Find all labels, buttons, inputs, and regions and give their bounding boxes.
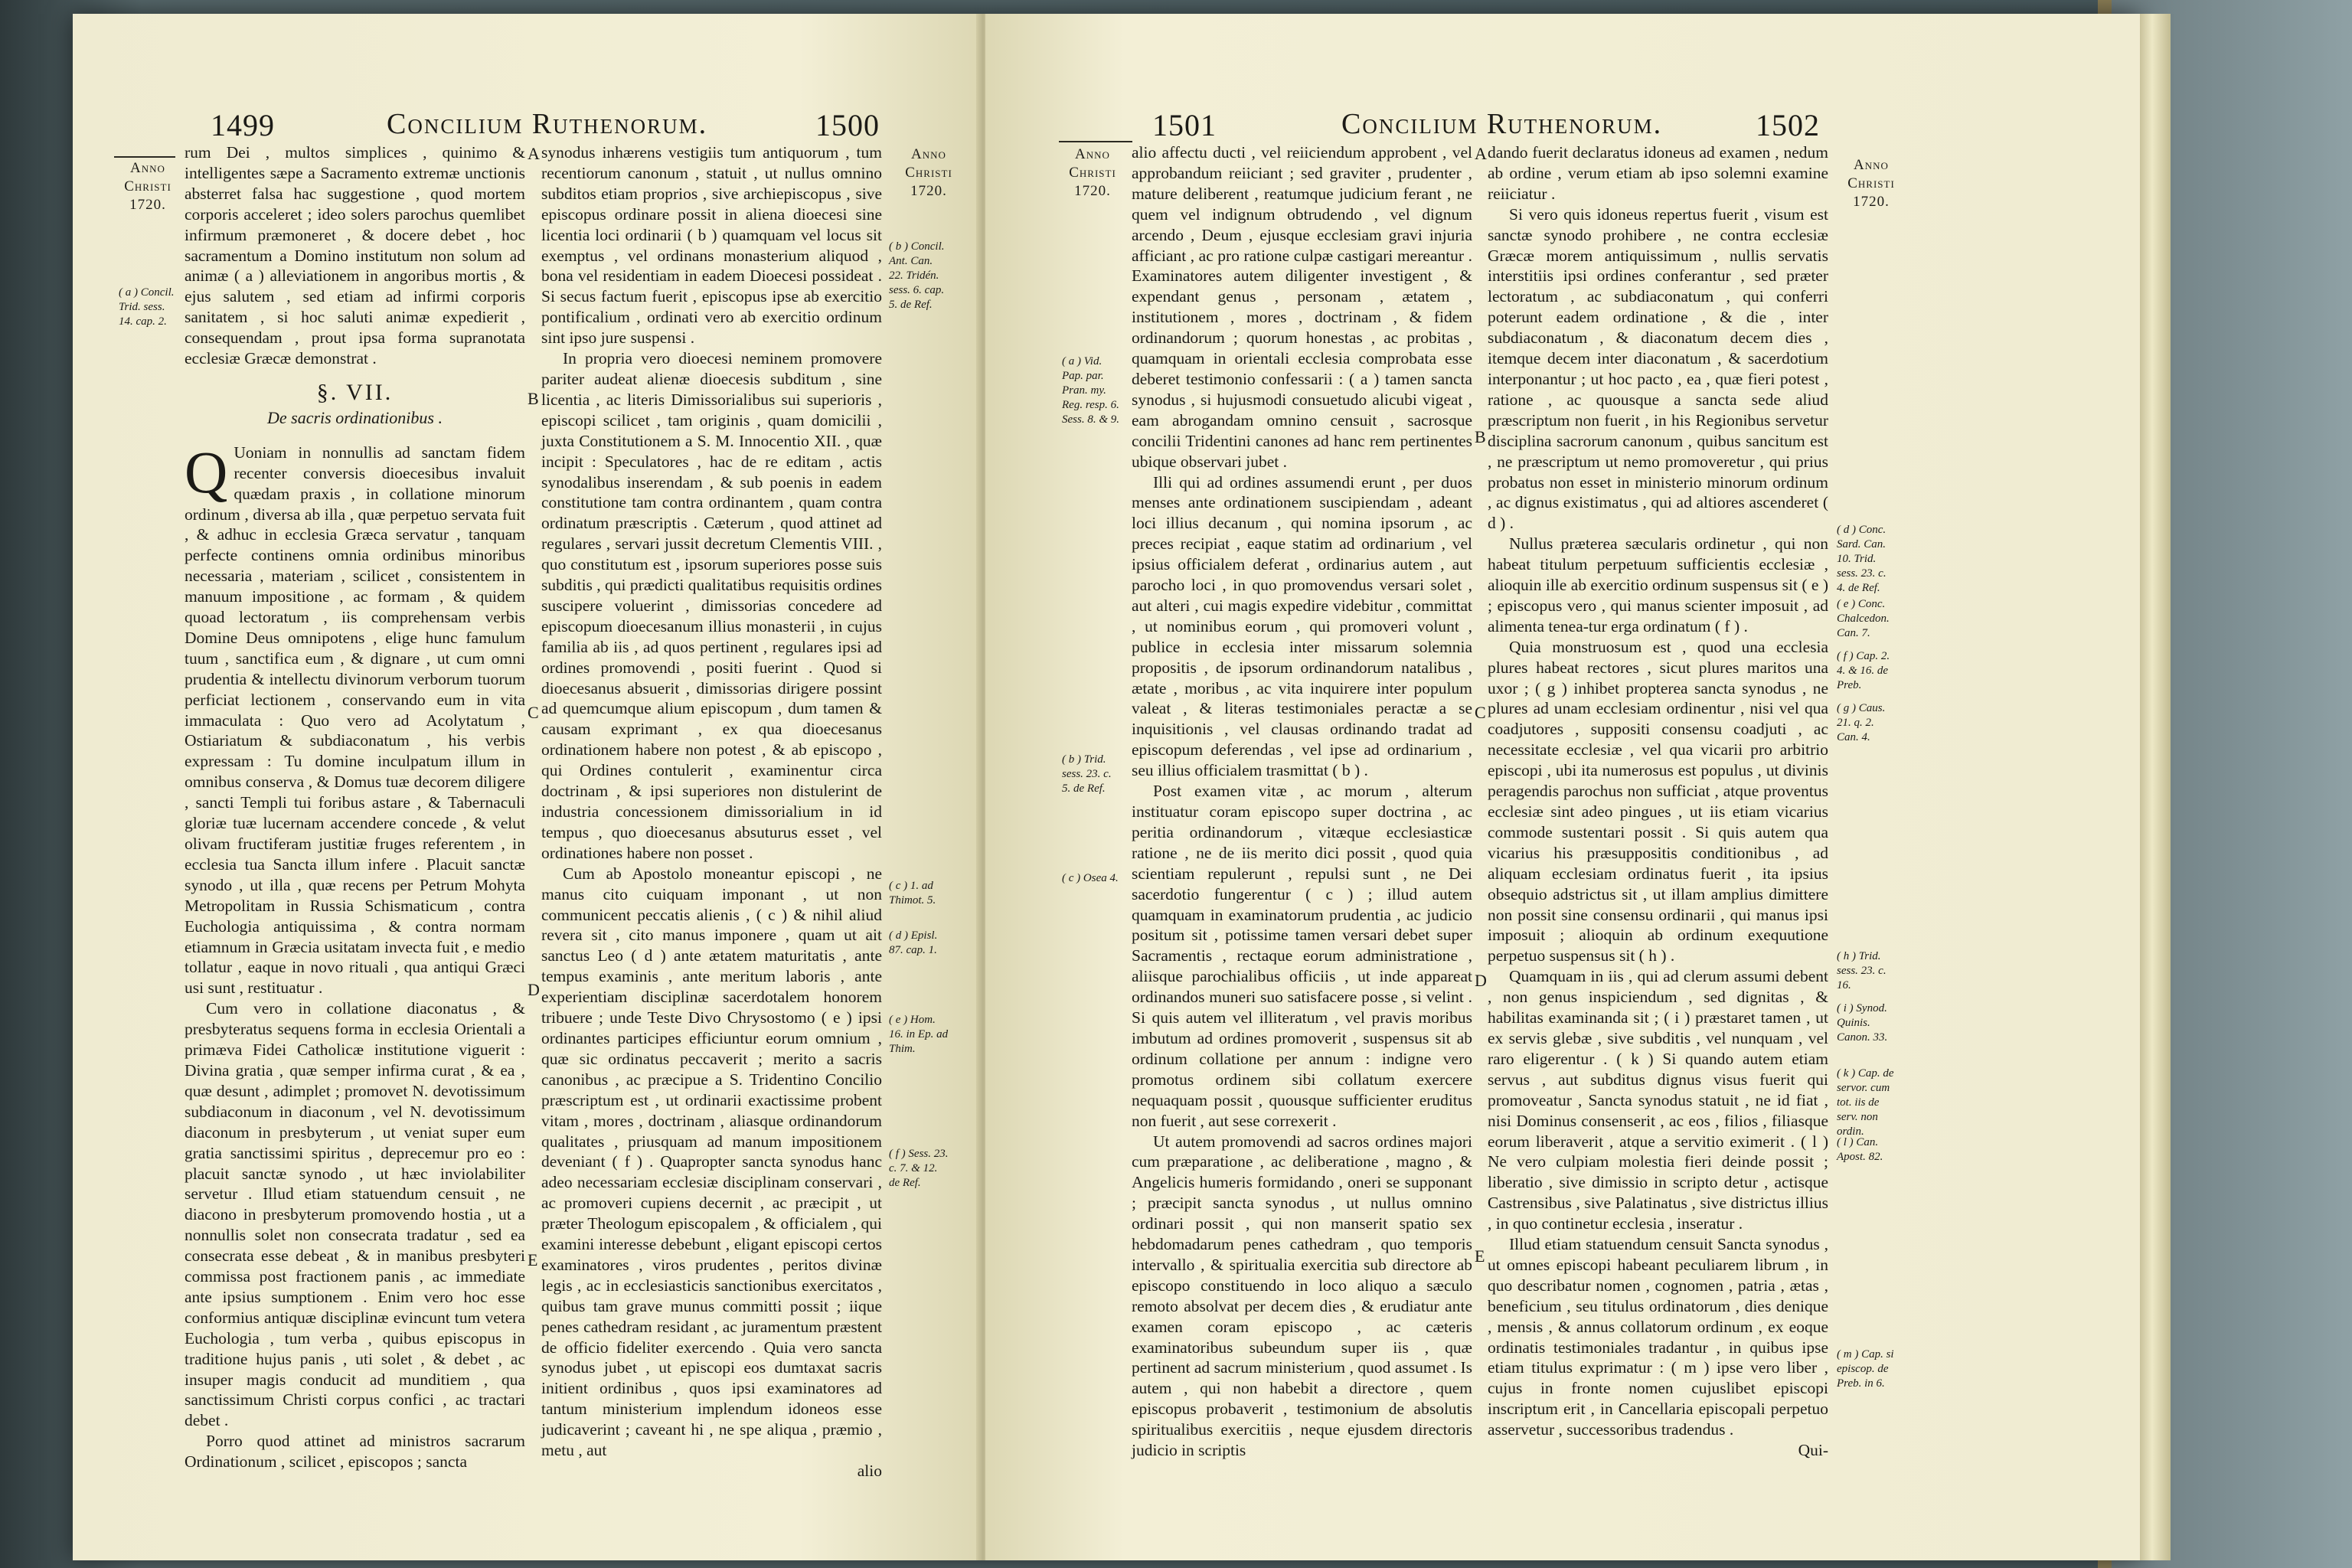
margin-note: ( b ) Trid. sess. 23. c. 5. de Ref. [1062, 753, 1112, 795]
section-letter: E [528, 1250, 538, 1269]
margin-note: ( c ) Osea 4. [1062, 872, 1119, 884]
margin-note: ( l ) Can. Apost. 82. [1837, 1136, 1883, 1163]
margin-note: ( a ) Concil. Trid. sess. 14. cap. 2. [119, 286, 175, 328]
page-number-1500: 1500 [815, 108, 880, 142]
section-subtitle: De sacris ordinationibus . [267, 407, 443, 427]
page-number-1502: 1502 [1756, 108, 1820, 142]
margin-note: ( f ) Cap. 2. 4. & 16. de Preb. [1837, 650, 1890, 691]
paragraph: Illi qui ad ordines assumendi erunt , per duos menses ante ordinationem suscipiendam , adeant loci illius decanum , qui nomina ipsorum , ac preces recipiat , eaque statim ad ordinarium , vel ipsius officialem deferat , ordinarius autem , aut parocho loci , in quo promovendus versari solet , aut alteri , cui magis expedire videbitur , committat , ut nominibus eorum , qui promoveri volunt , publice in ecclesia inter missarum solemnia propositis , de ipsorum ordinandorum natalibus , ætate , moribus , ac vita inquirere inter populum valeat , & literas testimoniales peractæ a se inquisitionis , vel clausas ordinando tradat ad episcopum deferendas , vel ipse ad ordinarium , seu illius officialem trasmittat ( b ) . [1132, 472, 1472, 780]
margin-note: ( i ) Synod. Quinis. Canon. 33. [1837, 1002, 1888, 1044]
margin-note: ( d ) Conc. Sard. Can. 10. Trid. sess. 23. c. 4. de Ref. [1837, 524, 1886, 594]
anno-christi-right: Anno Christi 1720. [905, 146, 952, 199]
margin-note: ( h ) Trid. sess. 23. c. 16. [1837, 950, 1886, 991]
paragraph: Si vero quis idoneus repertus fuerit , visum est sanctæ synodo prohibere , ne contra ecclesiæ Græcæ morem antiquissimum , nullis servatis interstitiis ipsi ordines conferantur , sed præter lectoratum , ac subdiaconatum , qui conferri poterunt eadem ordinatione , & die , inter subdiaconatum , & diaconatum decem dies , itemque decem inter diaconatum , & sacerdotium interponantur ; ut hoc pacto , ea , quæ fieri potest , ratione , ac quousque a sancta sede aliud præscriptum non fuerit , in his Regionibus servetur disciplina sacrorum canonum , quibus sancitum est , ne præscriptum ut nemo promoveretur , qui prius probatus non esset in ministerio minorum ordinum , ac dignus existimatus , qui ad altiores ascenderet ( d ) . [1488, 204, 1828, 533]
section-letter: C [528, 703, 539, 722]
margin-note: ( g ) Caus. 21. q. 2. Can. 4. [1837, 702, 1886, 743]
paragraph: rum Dei , multos simplices , quinimo & intelligentes sæpe a Sacramento extremæ unctionis absterret falsa hac suggestione , quod mortem corporis acceleret ; ideo solers parochus quemlibet infirmum præmoneret , & docere debet , hoc sacramentum a Domino institutum non solum ad animæ ( a ) alleviationem in angoribus mortis , & ejus salutem , sed etiam ad infirmi corporis sanitatem , si hoc saluti animæ expedierit , consequendam , prout ipsa forma supranotata ecclesiæ Græcæ demonstrat . [185, 143, 525, 368]
drop-capital: Q [185, 438, 228, 505]
paragraph: synodus inhærens vestigiis tum antiquorum , tum recentiorum canonum , statuit , ut nullus omnino subditos etiam proprios , sive archiepiscopus , sive episcopus ordinare possit in aliena dioecesi sine licentia loci ordinarii ( b ) quamquam vel locus sit exemptus , vel ordinans monasterium aliquod , bona vel residentiam in eadem Dioecesi possideat . Si secus factum fuerit , episcopus ipse ab exercitio pontificalium , ordinati vero ab exercitio ordinum sint ipso jure suspensi . [541, 143, 882, 348]
section-letter: B [1475, 427, 1486, 446]
section-letter: C [1475, 703, 1486, 722]
margin-note: ( e ) Conc. Chalcedon. Can. 7. [1837, 598, 1890, 639]
page-number-1501: 1501 [1152, 108, 1217, 142]
right-column-2 [1488, 142, 1828, 1461]
left-page [73, 14, 982, 1560]
margin-note: ( k ) Cap. de servor. cum tot. iis de serv. non ordin. [1837, 1067, 1894, 1138]
margin-note: ( b ) Concil. Ant. Can. 22. Tridén. sess. 6. cap. 5. de Ref. [889, 240, 945, 311]
paragraph: Ut autem promovendi ad sacros ordines majori cum præparatione , ac deliberatione , magno , & Angelicis humeris formidando , oneri se supponant ; præcipit sancta synodus , ut nullus omnino ordinari possit , qui non manserit spatio sex hebdomadarum penes cathedram , quo temporis intervallo , & spiritualia exercitia sub directore ab episcopo constituendo in loco aliquo a sæculo remoto absolvat per decem dies , & erudiatur ante examen coram episcopo , ac cæteris examinatoribus subeundum super iis , quæ pertinent ad sacrum ministerium , quod assumet . Is autem , qui non habebit a directore , quem episcopus probaverit , testimonium de absolutis spiritualibus exercitiis , neque ejusdem directoris judicio in scriptis [1132, 1132, 1472, 1460]
anno-christi-left: Anno Christi 1720. [124, 160, 172, 213]
header-rule [1059, 141, 1132, 142]
page-number-1499: 1499 [211, 108, 275, 142]
paragraph: Quia monstruosum est , quod una ecclesia plures habeat rectores , sicut plures maritos una uxor ; ( g ) inhibet propterea sancta synodus , ne plures ad unam ecclesiam ordinentur , nisi vel qua coadjutores , suppositi consensu coadjuti , ac necessitate ecclesiæ , vel qua vicarii pro arbitrio episcopi , ubi ita numerosus est populus , ut divinis peragendis parochus non sufficiat , atque proventus ecclesiæ sint adeo pingues , ut iis etiam vicarius commode sustentari possit . Si quis autem qua vicarius his præsuppositis conditionibus , ad aliquam ecclesiam ordinatus fuerit , ita ipsius obsequio adstrictus sit , ut illam amplius dimittere non possit sine consensu ordinarii , qui manus ipsi imposuit ; alioquin ab ordinum exequutione perpetuo suspensus sit ( h ) . [1488, 637, 1828, 965]
paragraph: dando fuerit declaratus idoneus ad examen , nedum ab ordine , verum etiam ab ipso solemni examine reiiciatur . [1488, 143, 1828, 203]
section-letter: D [1475, 971, 1487, 990]
section-letter: A [528, 144, 540, 163]
margin-note: ( f ) Sess. 23. c. 7. & 12. de Ref. [889, 1148, 949, 1189]
margin-note: ( a ) Vid. Pap. par. Pran. my. Reg. resp. 6. Sess. 8. & 9. [1062, 355, 1119, 426]
page-block-edge [2140, 14, 2171, 1560]
paragraph: Cum ab Apostolo moneantur episcopi , ne manus cito cuiquam imponant , ut non communicent peccatis alienis , ( c ) & nihil aliud revera sit , cito manus imponere , quam ut ait sanctus Leo ( d ) ante ætatem maturitatis , ante tempus examinis , ante meritum laboris , ante experientiam disciplinæ sacerdotalem honorem tribuere ; unde Teste Divo Chrysostomo ( e ) ipsi ordinantes participes efficiuntur eorum omnium , quæ sic ordinatus peccaverit ; merito a sacris canonibus , ac præcipue a S. Tridentino Concilio præscriptum est , ut ordinarii exactissime probent vitam , mores , doctrinam , aliasque ordinandorum qualitates , priusquam ad manum impositionem deveniant ( f ) . Quapropter sancta synodus hanc adeo necessariam ecclesiæ disciplinam conservari , ac promoveri cupiens decernit , ac præcipit , ut præter Theologum episcopalem , & officialem , qui examini interesse debebunt , eligant episcopi certos examinatores , viros prudentes , peritos divinæ legis , ac in ecclesiasticis sanctionibus exercitatos , quibus tam grave munus committi possit ; iique penes cathedram residant , ac juramentum præstent de officio fideliter exercendo . Quia vero sancta synodus jubet , ut episcopi eos dumtaxat sacris initient ordinibus , quos ipsi examinatores ad tantum ministerium implendum idoneos esse judicaverint ; caveant hi , ne spe aliqua , præmio , metu , aut [541, 864, 882, 1460]
catchword: Qui- [1798, 1441, 1828, 1460]
margin-note: ( d ) Episl. 87. cap. 1. [889, 929, 938, 956]
paragraph: Uoniam in nonnullis ad sanctam fidem recenter conversis dioecesibus invaluit quædam praxis , in collatione minorum ordinum , diversa ab illa , quæ perpetuo servata fuit , & adhuc in ecclesia Græca servatur , tanquam perfecte continens omnia ordinibus minoribus necessaria , materiam , scilicet , consistentem in manuum impositione , ac formam , & quidem quoad lectoratum , iis comprehensam verbis Domine Deus omnipotens , elige hunc famulum tuum , sanctifica eum , & dignare , ut cum omni prudentia & intellectu divinorum verborum tuorum perficiat lectionem , conservando eum in vita immaculata : Quo vero ad Acolytatum , Ostiariatum & subdiaconatum , his verbis expressam : Tu domine inculpatum illum in omnibus conserva , & Domus tuæ decorem diligere , sancti Templi tui foribus astare , & Tabernaculi gloriæ tuæ lucernam accendere concede , & velut olivam fructiferam justitiæ fruges referentem , in ecclesia tua Sancta illum infere . Placuit sanctæ synodo , ut illa , quæ recens per Petrum Mohyta Metropolitam in Russia Schismaticum , contra Euchologia antiquissima , & contra normam etiamnum in Græcia usitatam invecta fuit , e medio tollatur , eaque in novo rituali , qua antiqui Græci usi sunt , restituatur . [185, 443, 525, 998]
margin-note: ( m ) Cap. si episcop. de Preb. in 6. [1837, 1348, 1894, 1390]
left-column-2 [541, 142, 882, 1481]
paragraph: Illud etiam statuendum censuit Sancta synodus , ut omnes episcopi habeant peculiarem librum , in quo describatur nomen , cognomen , patria , ætas , beneficium , seu titulus ordinatorum , dies denique , mensis , & annus collatorum ordinum , ex eoque ordinatis testimoniales tradantur , in quibus ipse etiam titulus exprimatur : ( m ) ipse vero liber , cujus in fronte nomen cujuslibet episcopi inscriptum erit , in Cancellaria episcopali perpetuo asservetur , successoribus tradendus . [1488, 1235, 1828, 1439]
catchword: alio [857, 1462, 882, 1480]
section-heading: §. VII. [316, 379, 394, 405]
right-page [985, 14, 2140, 1560]
section-letter: B [528, 389, 539, 408]
running-title: Concilium Ruthenorum. [387, 108, 708, 140]
paragraph: Nullus præterea sæcularis ordinetur , qui non habeat titulum perpetuum sufficientis ecclesiæ , alioquin ille ab exercitio ordinum suspensus sit ( e ) ; episcopus vero , qui manus scienter imposuit , ad alimenta tenea-tur erga ordinatum ( f ) . [1488, 534, 1828, 635]
anno-christi-right: Anno Christi 1720. [1847, 157, 1895, 210]
margin-note: ( c ) 1. ad Thimot. 5. [889, 880, 936, 906]
paragraph: Post examen vitæ , ac morum , alterum instituatur coram episcopo super doctrina , ac peritia ordinandorum , vitæque ecclesiasticæ ratione , ne de iis merito dici possit , quod quia scientiam repulerunt , repulsi sunt , ne Dei sacerdotio fungerentur ( c ) ; illud autem quamquam in examinatorum prudentia , ac judicio positum sit , potissime tamen versari debet super Sacramentis , rectaque eorum administratione , aliisque parochialibus officiis , ut inde appareat ordinandos muneri suo satisfacere posse , si velint . Si quis autem vel illiteratum , vel pravis moribus imbutum ad ordines promoverit , suspensus sit ab ordinum collatione per annum : indigne vero promotus ordinem sibi collatum exercere nequaquam possit , quousque sufficienter eruditus non fuerit , aut sese correxerit . [1132, 782, 1472, 1130]
paragraph: alio affectu ducti , vel reiiciendum approbent , vel approbandum reiiciant ; sed graviter , prudenter , mature deliberent , reatumque judicium ferant , ne quem vel indignum obtrudendo , vel dignum arcendo , Deum , ejusque ecclesiam gravi injuria afficiant , ac pro ratione culpæ castigari mereantur . Examinatores autem diligenter investigent , & expendant genus , personam , ætatem , institutionem , mores , doctrinam , & fidem ordinandorum ; quorum honestas , ac probitas , quamquam in orientali ecclesia comprobata esse deberet testimonio confessarii : ( a ) tamen sancta synodus , si hujusmodi consuetudo alicubi vigeat , eam abrogandam omnino censuit , sacrosque concilii Tridentini canones ad hanc rem pertinentes ubique observari jubet . [1132, 143, 1472, 471]
margin-note: ( e ) Hom. 16. in Ep. ad Thim. [889, 1014, 949, 1055]
open-book [73, 14, 2140, 1560]
paragraph: Quamquam in iis , qui ad clerum assumi debent , non genus inspiciendum , sed dignitas , & habilitas examinanda sit ; ( i ) præstaret tamen , ut ex servis glebæ , sive subditis , vel nunquam , vel raro eligerentur . ( k ) Si quando autem etiam servus , aut subditus dignus visus fuerit qui promoveatur , Sancta synodus statuit , ne id fiat , nisi Dominus consenserit , ac eos , filios , filiasque eorum liberaverit , atque a servitio eximerit . ( l ) Ne vero culpiam molestia fieri deinde possit ; liberatio , sive dimissio in scripto detur , actisque Castrensibus , sive Palatinatus , sive districtus illius , in quo continetur ecclesia , inseratur . [1488, 967, 1828, 1233]
paragraph: In propria vero dioecesi neminem promovere pariter audeat alienæ dioecesis subditum , sine licentia , ac literis Dimissorialibus sui superioris , episcopi scilicet , tam originis , quam domicilii , juxta Constitutionem a S. M. Innocentio XII. , quæ incipit : Speculatores , hac de re editam , actis synodalibus inserendam , & sub poenis in eadem constitutione tam contra ordinantem , quam contra ordinatum præscriptis . Cæterum , quod attinet ad regulares , servari jussit decretum Clementis VIII. , quo constitutum est , ipsorum superiores posse suis subditis , qui prædicti qualitatibus requisitis ordines suscipere voluerint , dimissorias concedere ad episcopum dioecesanum illius monasterii , in cujus familia ab iis , ad quos pertinent , regulares ipsi ad ordines promovendi , positi fuerint . Quod si dioecesanus absuerit , dimissorias dirigere possint ad quemcumque alium episcopum , dum tamen & causam exprimant , ex qua dioecesanus ordinationem habere non potest , & ab episcopo , qui Ordines contulerit , examinentur circa doctrinam , & ipsi superiores non distulerint de industria concessionem dimissorialium in id tempus , quo dioecesanus absuturus esset , vel ordinationes habere non posset . [541, 349, 882, 862]
left-column-1 [185, 142, 525, 1472]
right-column-1 [1132, 142, 1472, 1461]
section-letter: A [1475, 144, 1487, 163]
paragraph: Porro quod attinet ad ministros sacrarum Ordinationum , scilicet , episcopos ; sancta [185, 1432, 525, 1472]
anno-christi-left: Anno Christi 1720. [1069, 146, 1116, 199]
header-rule [114, 156, 175, 158]
section-letter: D [528, 980, 540, 999]
paragraph: Cum vero in collatione diaconatus , & presbyteratus sequens forma in ecclesia Orientali a primæva Fidei Catholicæ institutione viguerit : Divina gratia , quæ semper infirma curat , & ea , quæ desunt , adimplet ; promovet N. devotissimum subdiaconum in diaconum , vel N. devotissimum diaconum in presbyterum , ut veniat super eum gratia sanctissimi spiritus , deprecemur pro eo : placuit sanctæ synodo , ut hæc inviolabiliter servetur . Illud etiam statuendum censuit , ne diacono in presbyterum promovendo hostia , ut a nonnullis solet non consecrata tradatur , sed ea consecrata esse debeat , & in manibus presbyteri commissa post fractionem panis , ac immediate ante ipsius sumptionem . Enim vero hoc esse conformius antiquæ disciplinæ evincunt tum vetera Euchologia , tum verba , quibus episcopus in traditione hujus panis , uti solet , & debet , ac insuper magis conducit ad munditiem , qua sanctissimum Christi corpus confici , ac tractari debet . [185, 999, 525, 1430]
section-letter: E [1475, 1246, 1485, 1266]
running-title: Concilium Ruthenorum. [1341, 108, 1663, 140]
